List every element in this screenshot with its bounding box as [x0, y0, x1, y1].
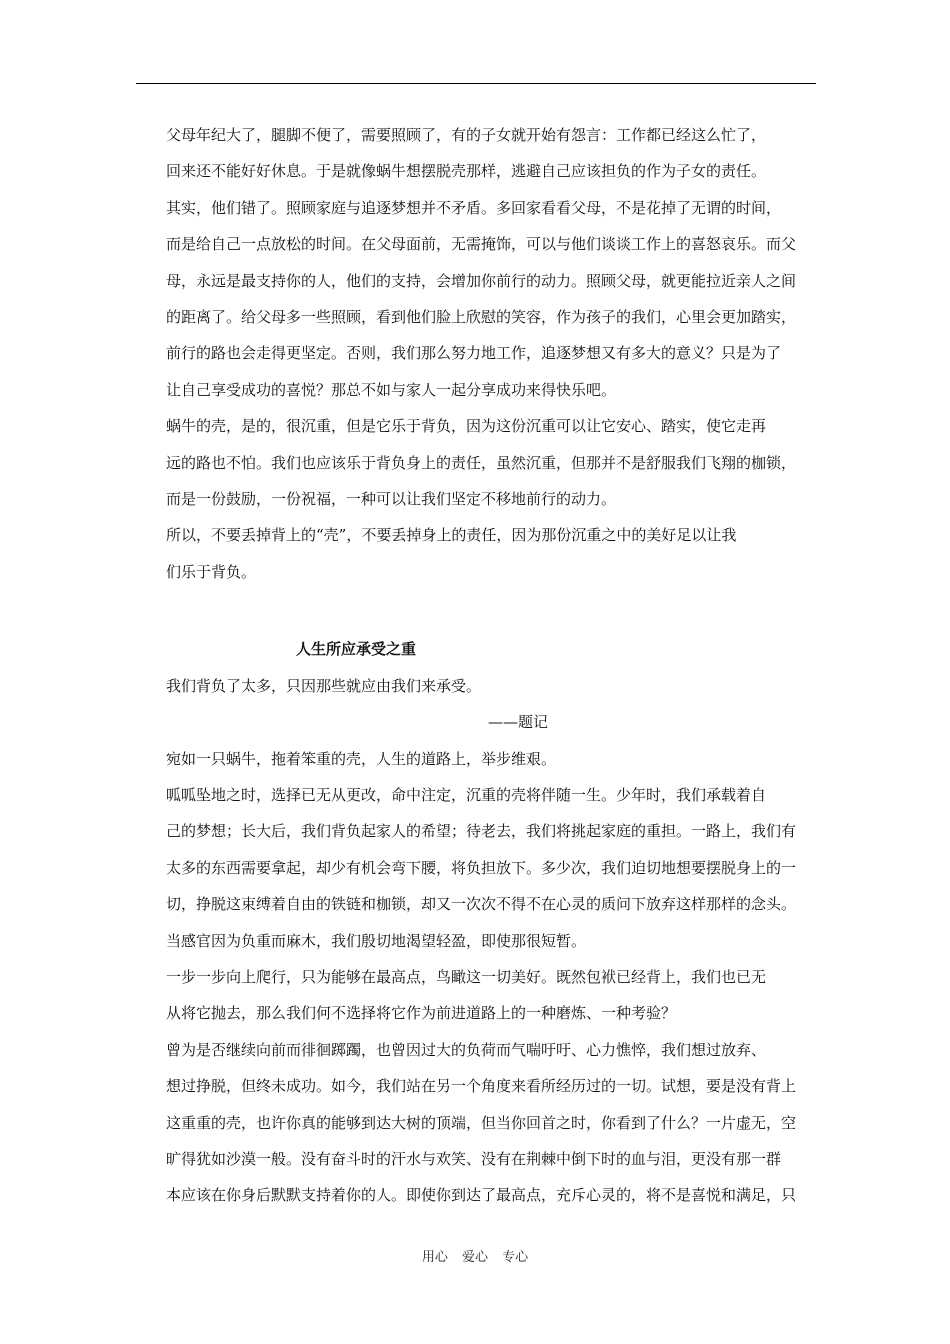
epigraph-signature: ——题记: [488, 713, 549, 732]
paragraph-line: 父母年纪大了，腿脚不便了，需要照顾了，有的子女就开始有怨言：工作都已经这么忙了，: [166, 126, 767, 144]
paragraph-line: 们乐于背负。: [166, 562, 257, 581]
paragraph-line: 蜗牛的壳，是的，很沉重，但是它乐于背负，因为这份沉重可以让它安心、踏实，使它走再: [166, 417, 767, 436]
essay-2-title: 人生所应承受之重: [296, 640, 417, 659]
paragraph: [136, 117, 816, 190]
epigraph: 我们背负了太多，只因那些就应由我们来承受。: [166, 676, 482, 695]
paragraph-line: 呱呱坠地之时，选择已无从更改，命中注定，沉重的壳将伴随一生。少年时，我们承载着自: [166, 785, 767, 804]
section-gap: [136, 590, 816, 631]
paragraph: [136, 959, 816, 1032]
paragraph-line: 太多的东西需要拿起，却少有机会弯下腰，将负担放下。多少次，我们迫切地想要摆脱身上的一: [166, 858, 797, 877]
paragraph-line: 母，永远是最支持你的人，他们的支持，会增加你前行的动力。照顾父母，就更能拉近亲人之间: [166, 271, 797, 290]
paragraph: [136, 408, 816, 517]
paragraph-line: 想过挣脱，但终未成功。如今，我们站在另一个角度来看所经历过的一切。试想，要是没有背上: [166, 1077, 797, 1096]
paragraph-line: 这重重的壳，也许你真的能够到达大树的顶端，但当你回首之时，你看到了什么？一片虚无，空: [166, 1113, 797, 1132]
paragraph-line: 从将它抛去，那么我们何不选择将它作为前进道路上的一种磨炼、一种考验？: [166, 1004, 677, 1023]
paragraph-line: 的距离了。给父母多一些照顾，看到他们脸上欣慰的笑容，作为孩子的我们，心里会更加踏实，: [166, 308, 797, 327]
paragraph: [136, 777, 816, 959]
page-footer: 用心 爱心 专心: [421, 1250, 529, 1265]
paragraph: [136, 517, 816, 590]
paragraph-line: 所以，不要丢掉背上的“壳”，不要丢掉身上的责任，因为那份沉重之中的美好足以让我: [166, 526, 737, 545]
paragraph-line: 回来还不能好好休息。于是就像蜗牛想摆脱壳那样，逃避自己应该担负的作为子女的责任。: [166, 162, 767, 181]
paragraph-line: 让自己享受成功的喜悦？那总不如与家人一起分享成功来得快乐吧。: [166, 380, 617, 399]
paragraph-line: 宛如一只蜗牛，拖着笨重的壳，人生的道路上，举步维艰。: [166, 749, 557, 768]
paragraph-line: 一步一步向上爬行，只为能够在最高点，鸟瞰这一切美好。既然包袱已经背上，我们也已无: [166, 967, 767, 986]
paragraph-line: 远的路也不怕。我们也应该乐于背负身上的责任，虽然沉重，但那并不是舒服我们飞翔的枷锁，: [166, 453, 797, 472]
paragraph-line: 旷得犹如沙漠一般。没有奋斗时的汗水与欢笑、没有在荆棘中倒下时的血与泪，更没有那一群: [166, 1149, 782, 1168]
paragraph-line: 前行的路也会走得更坚定。否则，我们那么努力地工作，追逐梦想又有多大的意义？只是为了: [166, 344, 782, 363]
essay-1: [136, 117, 816, 590]
paragraph-line: 其实，他们错了。照顾家庭与追逐梦想并不矛盾。多回家看看父母，不是花掉了无谓的时间，: [166, 198, 782, 217]
header-rule: [136, 83, 816, 84]
document-body: [136, 117, 816, 1214]
essay-2: [136, 741, 816, 1214]
paragraph: [136, 1032, 816, 1214]
paragraph-line: 己的梦想；长大后，我们背负起家人的希望；待老去，我们将挑起家庭的重担。一路上，我们有: [166, 822, 797, 841]
paragraph-line: 本应该在你身后默默支持着你的人。即使你到达了最高点，充斥心灵的，将不是喜悦和满足，只: [166, 1186, 797, 1205]
paragraph: [136, 190, 816, 408]
paragraph: [136, 741, 816, 777]
paragraph-line: 而是一份鼓励，一份祝福，一种可以让我们坚定不移地前行的动力。: [166, 490, 617, 509]
paragraph-line: 切，挣脱这束缚着自由的铁链和枷锁，却又一次次不得不在心灵的质问下放弃这样那样的念头。: [166, 895, 797, 914]
paragraph-line: 曾为是否继续向前而徘徊踯躅，也曾因过大的负荷而气喘吁吁、心力憔悴，我们想过放弃、: [166, 1040, 767, 1059]
paragraph-line: 而是给自己一点放松的时间。在父母面前，无需掩饰，可以与他们谈谈工作上的喜怒哀乐。而父: [166, 235, 797, 254]
paragraph-line: 当感官因为负重而麻木，我们殷切地渴望轻盈，即使那很短暂。: [166, 931, 587, 950]
